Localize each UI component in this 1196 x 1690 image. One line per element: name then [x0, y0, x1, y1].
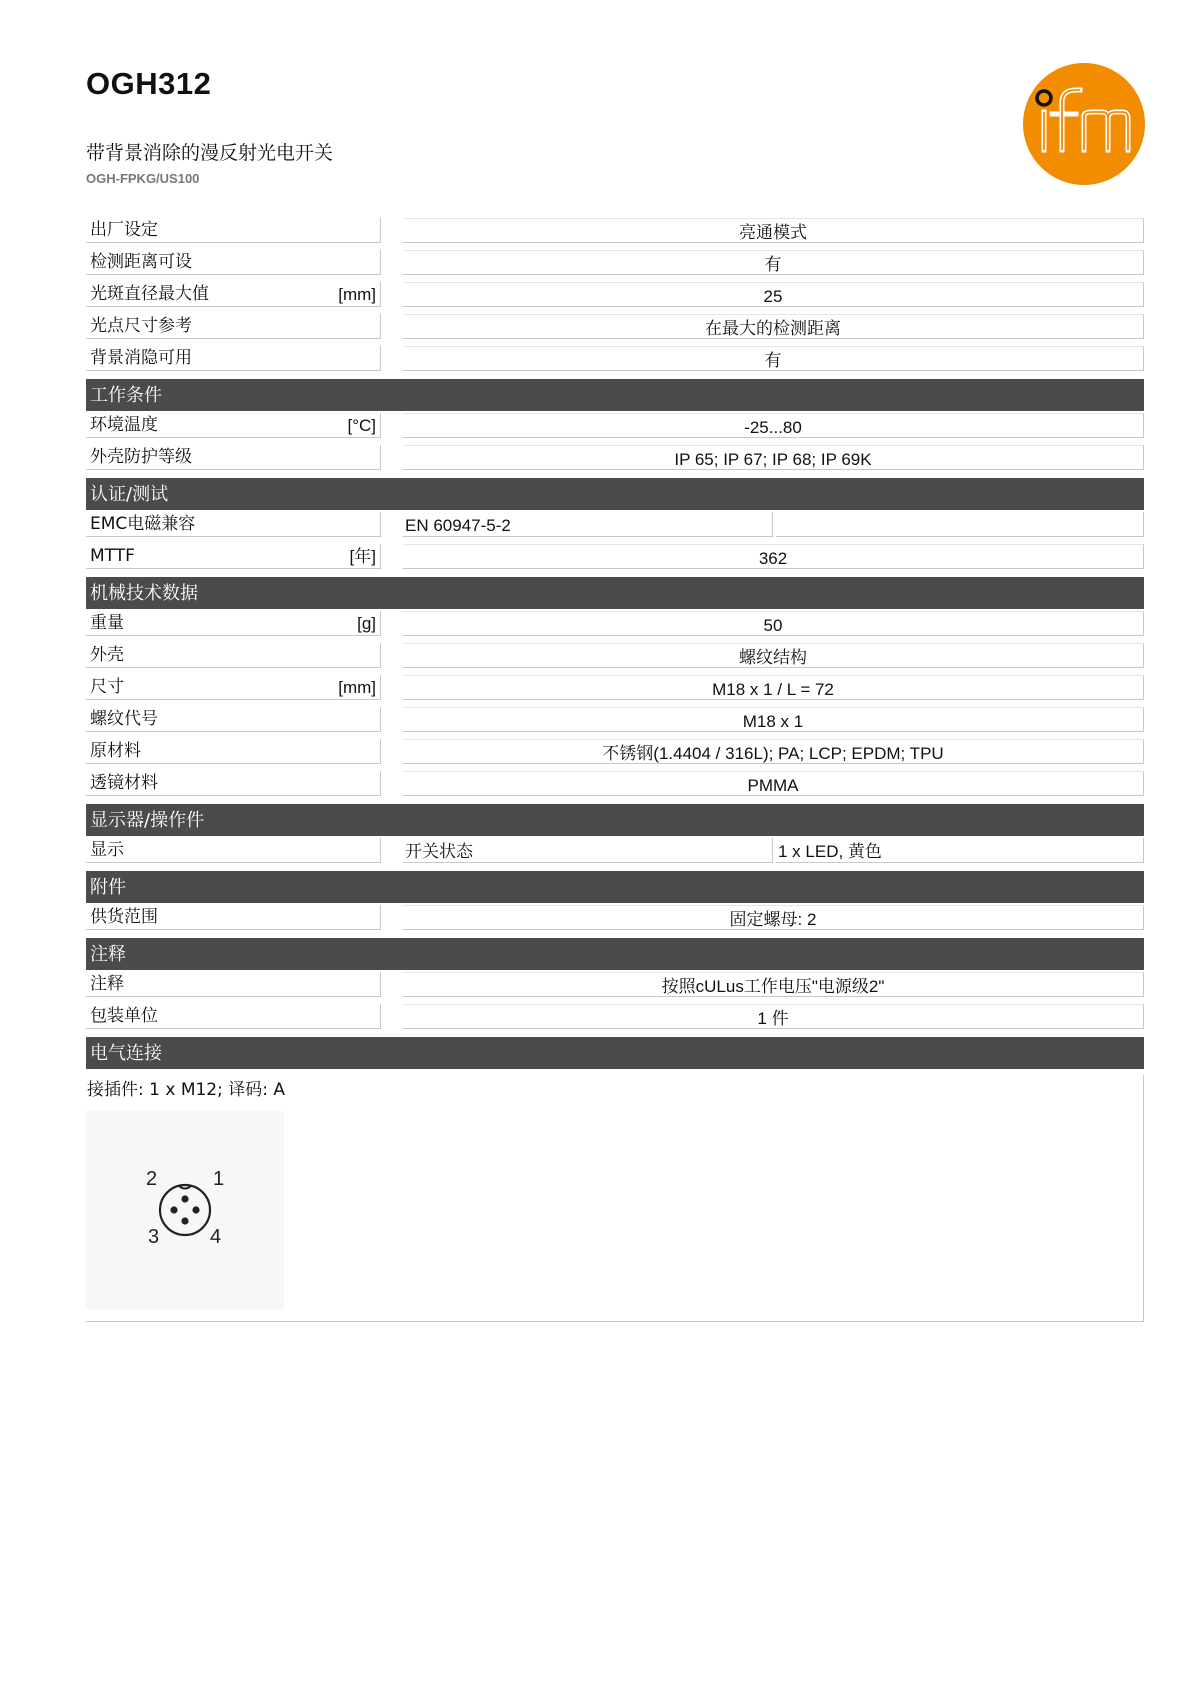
row-unit: [g] — [357, 614, 376, 633]
connector-key — [179, 1186, 191, 1189]
product-subtitle: 带背景消除的漫反射光电开关 — [86, 142, 334, 164]
section-header-mechanical: 机械技术数据 — [86, 577, 1144, 609]
row-value: EN 60947-5-2 — [403, 512, 773, 537]
electrical-connection-box — [86, 1075, 1144, 1322]
pin-dot-1 — [181, 1195, 188, 1202]
row-label: 背景消隐可用 — [86, 346, 381, 371]
row-label: 光点尺寸参考 — [86, 314, 381, 339]
pin-dot-4 — [192, 1206, 199, 1213]
table-row — [86, 1003, 1144, 1035]
table-row — [86, 971, 1144, 1003]
row-value-empty — [776, 512, 1144, 537]
table-row — [86, 345, 1144, 377]
data-sheet — [86, 217, 1144, 1322]
pin-dot-3 — [181, 1217, 188, 1224]
row-value: 1 x LED, 黄色 — [776, 838, 1144, 863]
table-row — [86, 770, 1144, 802]
table-row — [86, 642, 1144, 674]
table-row — [86, 904, 1144, 936]
row-label: 光斑直径最大值 [mm] — [86, 282, 381, 307]
pin-dot-2 — [170, 1206, 177, 1213]
row-value: 在最大的检测距离 — [403, 314, 1144, 339]
row-label: MTTF [年] — [86, 544, 381, 569]
ifm-logo — [1022, 62, 1146, 186]
table-row — [86, 412, 1144, 444]
section-header-notes: 注释 — [86, 938, 1144, 970]
row-value: PMMA — [403, 771, 1144, 796]
row-label: 包装单位 — [86, 1004, 381, 1029]
row-label: 透镜材料 — [86, 771, 381, 796]
row-value: -25...80 — [403, 413, 1144, 438]
connector-pin-diagram — [86, 1111, 284, 1309]
row-value: M18 x 1 / L = 72 — [403, 675, 1144, 700]
pin-label-2: 2 — [146, 1168, 158, 1190]
row-label: 供货范围 — [86, 905, 381, 930]
connector-outline — [160, 1185, 210, 1235]
row-value: 亮通模式 — [403, 218, 1144, 243]
row-label: 出厂设定 — [86, 218, 381, 243]
table-row — [86, 837, 1144, 869]
section-header-operating-conditions: 工作条件 — [86, 379, 1144, 411]
row-label: 重量 [g] — [86, 611, 381, 636]
table-row — [86, 281, 1144, 313]
row-label: EMC电磁兼容 — [86, 512, 381, 537]
pin-label-4: 4 — [210, 1226, 222, 1248]
row-value: 有 — [403, 346, 1144, 371]
pin-label-1: 1 — [213, 1168, 225, 1190]
section-header-accessories: 附件 — [86, 871, 1144, 903]
table-row — [86, 217, 1144, 249]
row-value: IP 65; IP 67; IP 68; IP 69K — [403, 445, 1144, 470]
row-value: 50 — [403, 611, 1144, 636]
row-label: 原材料 — [86, 739, 381, 764]
row-value: 螺纹结构 — [403, 643, 1144, 668]
row-value: 362 — [403, 544, 1144, 569]
table-row — [86, 738, 1144, 770]
row-label: 注释 — [86, 972, 381, 997]
table-row — [86, 511, 1144, 543]
row-value: 有 — [403, 250, 1144, 275]
table-row — [86, 610, 1144, 642]
table-row — [86, 249, 1144, 281]
pin-label-3: 3 — [148, 1226, 160, 1248]
row-value: 按照cULus工作电压"电源级2" — [403, 972, 1144, 997]
row-unit: [°C] — [347, 416, 376, 435]
row-value: 不锈钢(1.4404 / 316L); PA; LCP; EPDM; TPU — [403, 739, 1144, 764]
table-row — [86, 543, 1144, 575]
connector-description: 接插件: 1 x M12; 译码: A — [87, 1080, 286, 1100]
section-header-electrical: 电气连接 — [86, 1037, 1144, 1069]
row-label: 环境温度 [°C] — [86, 413, 381, 438]
row-label: 尺寸 [mm] — [86, 675, 381, 700]
row-label: 外壳 — [86, 643, 381, 668]
row-unit: [年] — [349, 547, 376, 566]
product-title: OGH312 — [86, 66, 212, 101]
product-code: OGH-FPKG/US100 — [86, 171, 200, 186]
table-row — [86, 674, 1144, 706]
row-value: 1 件 — [403, 1004, 1144, 1029]
row-sublabel: 开关状态 — [403, 838, 773, 863]
row-value: 固定螺母: 2 — [403, 905, 1144, 930]
row-value: M18 x 1 — [403, 707, 1144, 732]
table-row — [86, 313, 1144, 345]
table-row — [86, 444, 1144, 476]
row-value: 25 — [403, 282, 1144, 307]
table-row — [86, 706, 1144, 738]
row-label: 外壳防护等级 — [86, 445, 381, 470]
row-unit: [mm] — [338, 678, 376, 697]
row-label: 显示 — [86, 838, 381, 863]
section-header-certification: 认证/测试 — [86, 478, 1144, 510]
row-unit: [mm] — [338, 285, 376, 304]
row-label: 检测距离可设 — [86, 250, 381, 275]
section-header-display: 显示器/操作件 — [86, 804, 1144, 836]
row-label: 螺纹代号 — [86, 707, 381, 732]
